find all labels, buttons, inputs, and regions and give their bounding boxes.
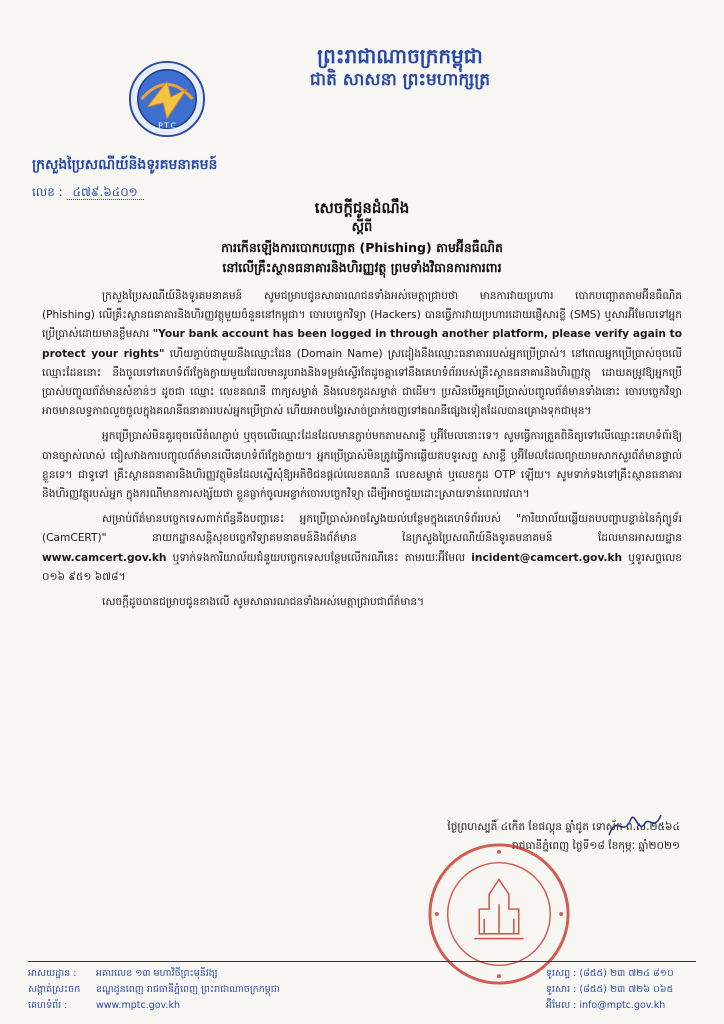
kingdom-heading xyxy=(250,44,550,92)
date-lunar: ថ្ងៃព្រហស្បតិ៍ ៤កើត ខែផល្គុន ឆ្នាំជូត ទោស័ក ព.ស.២៥៦៤ xyxy=(447,821,680,833)
reference-number: ៤៧៩.៦៤០១ xyxy=(67,185,144,200)
email-link[interactable]: info@mptc.gov.kh xyxy=(579,1000,666,1011)
website-link[interactable]: www.mptc.gov.kh xyxy=(96,1000,180,1011)
paragraph-3-part-a: សម្រាប់ព័ត៌មានបច្ចេកទេសពាក់ព័ន្ធនឹងបញ្ហានេះ អ្នកប្រើប្រាស់អាចស្វែងយល់បន្ថែមក្នុងគេហទំព័ររបស់ "ការិយាល័យឆ្លើយតបបញ្ហាបន្ទាន់នៃកុំព្យូទ័រ (CamCERT)" នាយកដ្ឋានសន្តិសុខបច្ចេកវិទ្យាគមនាគមន៍និងព័ត៌មាន នៃក្រសួងប្រៃសណីយ៍និងទូរគមនាគមន៍ ដែលមានអាសយដ្ឋាន xyxy=(42,513,682,545)
incident-email-link[interactable]: incident@camcert.gov.kh xyxy=(471,551,623,564)
signature-icon xyxy=(605,805,665,845)
title-line-3: ការកើនឡើងការបោកបញ្ឆោត (Phishing) តាមអ៊ីនធឺណិត xyxy=(221,240,503,255)
logo-text: P.T.C xyxy=(158,121,176,131)
address-value: អគារលេខ ១៣ មហាវិថីព្រះមុនីវង្ស xyxy=(96,968,218,979)
fax-label: ទូរសារ : xyxy=(546,984,577,995)
paragraph-1-quote: "Your bank account has been logged in through another platform, please verify again to protect your rights" xyxy=(42,328,682,360)
paragraph-1-part-a: ក្រសួងប្រៃសណីយ៍និងទូរគមនាគមន៍ សូមជម្រាបជូនសាធារណជនទាំងអស់មេត្តាជ្រាបថា មានការវាយប្រហារ បោកបញ្ឆោតតាមអ៊ីនធឺណិត (Phishing) លើគ្រឹះស្ថានធនាគារនិងហិរញ្ញវត្ថុមួយចំនួននៅកម្ពុជា។ ចោរបច្ចេកវិទ្យា (Hackers) បានធ្វើការវាយប្រហារដោយផ្ញើសារខ្លី (SMS) ឬសារអ៊ីមែលទៅអ្នកប្រើប្រាស់ដោយមានខ្លឹមសារ xyxy=(42,290,682,341)
paragraph-3-part-c: ឬទូរសព្ទលេខ ០១៦ ៩៥១ ៦៧៨។ xyxy=(42,551,683,583)
paragraph-3-part-b: ឬទាក់ទងការិយាល័យជំនួយបច្ចេកទេសបន្ថែមលើករណីនេះ តាមរយៈអ៊ីមែល xyxy=(172,551,466,564)
phone-value: (៨៥៥) ២៣ ៧២៤ ៨១០ xyxy=(579,968,674,979)
letterhead-footer xyxy=(28,961,696,1014)
ministry-name: ក្រសួងប្រៃសណីយ៍និងទូរគមនាគមន៍ xyxy=(32,157,218,173)
paragraph-1 xyxy=(42,287,682,421)
paragraph-2: អ្នកប្រើប្រាស់មិនគួរចុចលើតំណភ្ជាប់ ឬចុចលើឈ្មោះដែនដែលមានភ្ជាប់មកតាមសារខ្លី ឬអ៊ីមែលនោះទេ។ សូមធ្វើការត្រួតពិនិត្យទៅលើឈ្មោះគេហទំព័រឱ្យបានច្បាស់លាស់ ជៀសវាងការបញ្ចូលព័ត៌មានលើគេហទំព័រក្លែងក្លាយ។ អ្នកប្រើប្រាស់មិនត្រូវធ្វើការឆ្លើយតបទូរសព្ទ សារខ្លី ឬអ៊ីមែលដែលព្យាយាមសាកសួរព័ត៌មានផ្ទាល់ខ្លួនទេ។ ជាទូទៅ គ្រឹះស្ថានធនាគារនិងហិរញ្ញវត្ថុមិនដែលស្នើសុំឱ្យអតិថិជនផ្តល់លេខគណនី លេខសម្ងាត់ ឬលេខកូដ OTP ឡើយ។ សូមទាក់ទងទៅគ្រឹះស្ថានធនាគារនិងហិរញ្ញវត្ថុរបស់អ្នក ក្នុងករណីមានការសង្ស័យថា ខ្លួនធ្លាក់ចូលអន្ទាក់ចោរបច្ចេកវិទ្យា ដើម្បីអាចជួយដោះស្រាយទាន់ពេលវេលា។ xyxy=(42,430,682,501)
reference-label: លេខ : xyxy=(32,185,63,199)
website-label: គេហទំព័រ : xyxy=(28,1000,68,1011)
paragraph-3 xyxy=(42,510,682,587)
title-line-1: សេចក្តីជូនដំណឹង xyxy=(314,199,410,217)
email-label: អ៊ីមែល : xyxy=(546,1000,577,1011)
kingdom-line-1: ព្រះរាជាណាចក្រកម្ពុជា xyxy=(317,44,483,68)
camcert-website-link[interactable]: www.camcert.gov.kh xyxy=(42,551,167,564)
paragraph-1-part-b: ហើយភ្ជាប់ជាមួយនឹងឈ្មោះដែន (Domain Name) ស្រដៀងនឹងឈ្មោះធនាគាររបស់អ្នកប្រើប្រាស់។ នៅពេលអ្នកប្រើប្រាស់ចុចលើឈ្មោះដែននោះ នឹងចូលទៅគេហទំព័រក្លែងក្លាយមួយដែលមានរូបរាងនិងទម្រង់ស្ទើរតែដូចគ្នាទៅនឹងគេហទំព័ររបស់គ្រឹះស្ថានធនាគារនិងហិរញ្ញវត្ថុ ដោយតម្រូវឱ្យអ្នកប្រើប្រាស់បញ្ចូលព័ត៌មានសំខាន់ៗ ដូចជា ឈ្មោះ លេខគណនី ពាក្យសម្ងាត់ និងលេខកូដសម្ងាត់ ជាដើម។ ប្រសិនបើអ្នកប្រើប្រាស់បញ្ចូលព័ត៌មានទាំងនោះ ចោរបច្ចេកវិទ្យាអាចមានលទ្ធភាពលួចចូលក្នុងគណនីធនាគាររបស់អ្នកប្រើប្រាស់ ហើយអាចបង្វែរសាច់ប្រាក់ចេញទៅគណនីផ្សេងទៀតដែលបានគ្រោងទុកជាមុន។ xyxy=(42,347,683,418)
district-label: សង្កាត់ស្រះចក xyxy=(28,984,81,995)
paragraph-4: សេចក្តីដូចបានជម្រាបជូនខាងលើ សូមសាធារណជនទាំងអស់មេត្តាជ្រាបជាព័ត៌មាន។ xyxy=(102,596,425,609)
phone-label: ទូរសព្ទ : xyxy=(546,968,577,979)
ministry-logo-icon xyxy=(128,60,206,138)
address-label: អាសយដ្ឋាន : xyxy=(28,968,77,979)
notice-body xyxy=(42,287,682,618)
footer-row-1 xyxy=(28,966,696,982)
notice-title xyxy=(60,198,664,278)
date-solar: រាជធានីភ្នំពេញ ថ្ងៃទី១៨ ខែកុម្ភៈ ឆ្នាំ២០២១ xyxy=(512,840,680,852)
title-line-2: ស្តីពី xyxy=(351,220,373,235)
footer-row-2 xyxy=(28,982,696,998)
district-value: ខណ្ឌដូនពេញ រាជធានីភ្នំពេញ ព្រះរាជាណាចក្រកម្ពុជា xyxy=(96,984,280,995)
title-line-4: នៅលើគ្រឹះស្ថានធនាគារនិងហិរញ្ញវត្ថុ ព្រមទាំងវិធានការការពារ xyxy=(222,260,502,275)
footer-row-3 xyxy=(28,998,696,1014)
fax-value: (៨៥៥) ២៣ ៧២៦ ០៦៥ xyxy=(579,984,674,995)
kingdom-line-2: ជាតិ សាសនា ព្រះមហាក្សត្រ xyxy=(309,70,491,90)
